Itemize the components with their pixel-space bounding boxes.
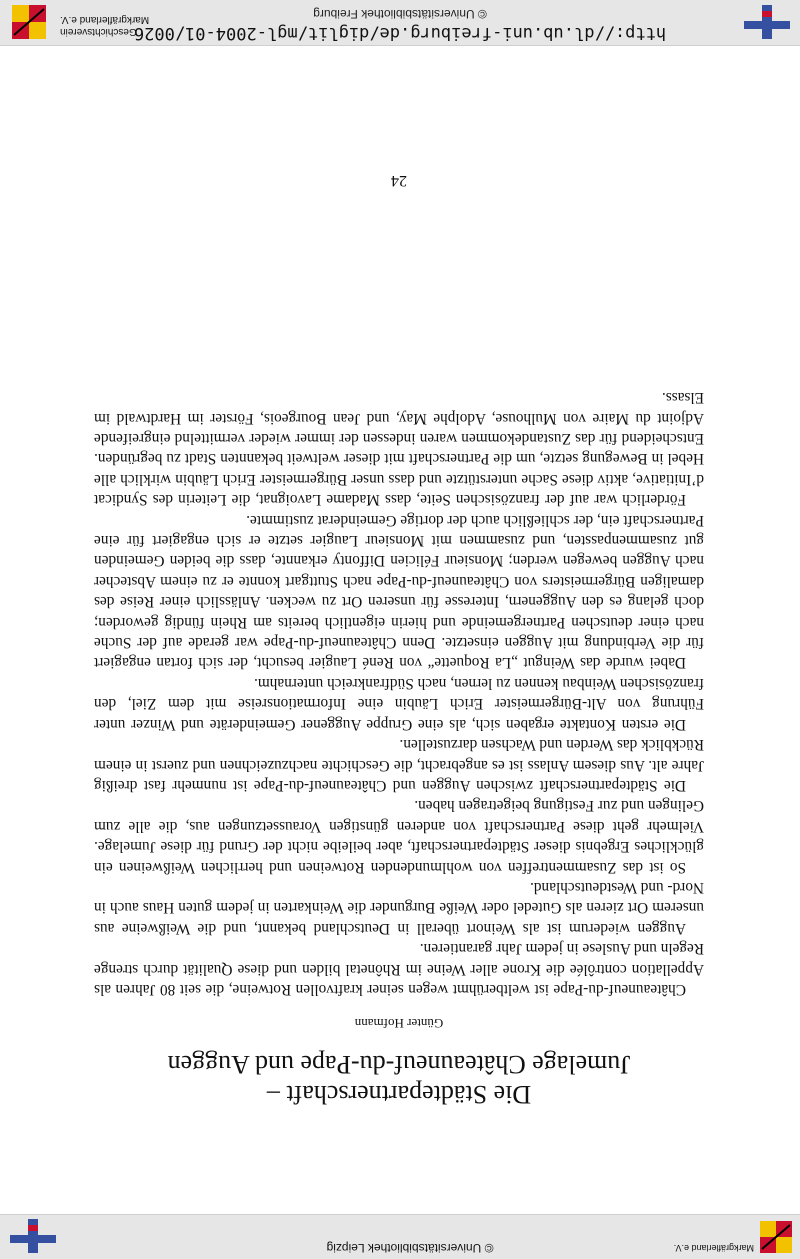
document-body (94, 387, 704, 1109)
library-logo-icon (740, 3, 794, 41)
paragraph: Förderlich war auf der französischen Seite, dass Madame Lavoignat, die Leiterin des Syndicat d’Initiative, aktiv diese Sache unterstützte und dass unser Bürgermeister Erich Läubin wirklich alle Hebel in Bewegung setzte, um die Partnerschaft mit dieser weltweit bekannten Stadt zu begründen. Entscheidend für das Zustandekommen waren indessen der immer wieder vermittelnd eingreifende Adjoint du Maire von Mulhouse, Adolphe May, und Jean Bourgeois, Förster im Hardtwald im Elsass. (94, 389, 704, 509)
document-title (94, 1049, 704, 1109)
title-line-2: Jumelage Châteauneuf-du-Pape und Auggen (167, 1050, 631, 1079)
library-logo-icon (6, 1217, 60, 1255)
paragraph: Dabei wurde das Weingut „La Roquette“ von René Laugier besucht, der sich fortan engagiert für die Verbindung mit Auggen einsetzte. Denn Châteauneuf-du-Pape war gerade auf der Suche nach einer deutschen Partnergemeinde und hierin eigentlich bereits am Rhein fündig geworden; doch gelang es den Auggenern, Interesse für unseren Ort zu wecken. Anlässlich einer Reise des damaligen Bürgermeisters von Châteauneuf-du-Pape nach Stuttgart konnte er zu einem Abstecher nach Auggen bewegen werden; Monsieur Félicien Diffonty erkannte, dass die beiden Gemeinden gut zusammenpassten, und zusammen mit Monsieur Laugier setzte er sich engagiert für eine Partnerschaft ein, der schließlich auch der dortige Gemeinderat zustimmte. (94, 511, 704, 672)
institution-line-2: Markgräflerland e.V. (60, 14, 150, 25)
institution-label: Markgräflerland e.V. (673, 1243, 754, 1253)
source-url[interactable]: http://dl.ub.uni-freiburg.de/diglit/mgl-2004-01/0026 (133, 23, 667, 43)
institution-logo-icon (758, 1219, 794, 1255)
institution-logo-icon (10, 3, 48, 41)
header-bar (0, 1214, 800, 1259)
footer-bar (0, 0, 800, 46)
author-name: Günter Hofmann (354, 1016, 444, 1031)
paragraph: Châteauneuf-du-Pape ist weltberühmt wegen seiner kraftvollen Rotweine, die seit 80 Jahren als Appellation contrôlée die Krone aller Weine im Rhônetal bilden und diese Qualität durch strenge Regeln und Auslese in jedem Jahr garantieren. (94, 940, 704, 998)
copyright-text: © Universitätsbibliothek Freiburg (313, 7, 487, 21)
copyright-text: © Universitätsbibliothek Leipzig (326, 1241, 494, 1255)
paragraph: So ist das Zusammentreffen von wohlmundenden Rotweinen und herrlichen Weißweinen ein glückliches Ergebnis dieser Städtepartnerschaft, aber beileibe nicht der Grund für diese Jumelage. Vielmehr geht diese Partnerschaft von anderen günstigen Voraussetzungen aus, die alle zum Gelingen und zur Festigung beigetragen haben. (94, 797, 704, 876)
institution-name (584, 1242, 754, 1253)
institution-name (60, 13, 180, 37)
page-number: 24 (391, 172, 407, 189)
title-line-1: Die Städtepartnerschaft – (266, 1080, 532, 1109)
paragraph: Die Städtepartnerschaft zwischen Auggen und Châteauneuf-du-Pape ist nunmehr fast dreißig Jahre alt. Aus diesem Anlass ist es angebracht, die Geschichte nachzuzeichnen und zuerst in einem Rückblick das Werden und Wachsen darzustellen. (94, 736, 704, 794)
paragraph: Auggen wiederum ist als Weinort überall in Deutschland bekannt, und die Weißweine aus unserem Ort zieren als Gutedel oder Weiße Burgunder die Weinkarten in jedem guten Haus auch in Nord- und Westdeutschland. (94, 878, 704, 937)
institution-line-1: Geschichtsverein (60, 26, 137, 37)
paragraph: Die ersten Kontakte ergaben sich, als eine Gruppe Auggener Gemeinderäte und Winzer unter Führung von Alt-Bürgermeister Erich Läubin eine Informationsreise mit dem Ziel, den französischen Weinbau kennen zu lernen, nach Südfrankreich unternahm. (94, 674, 704, 733)
